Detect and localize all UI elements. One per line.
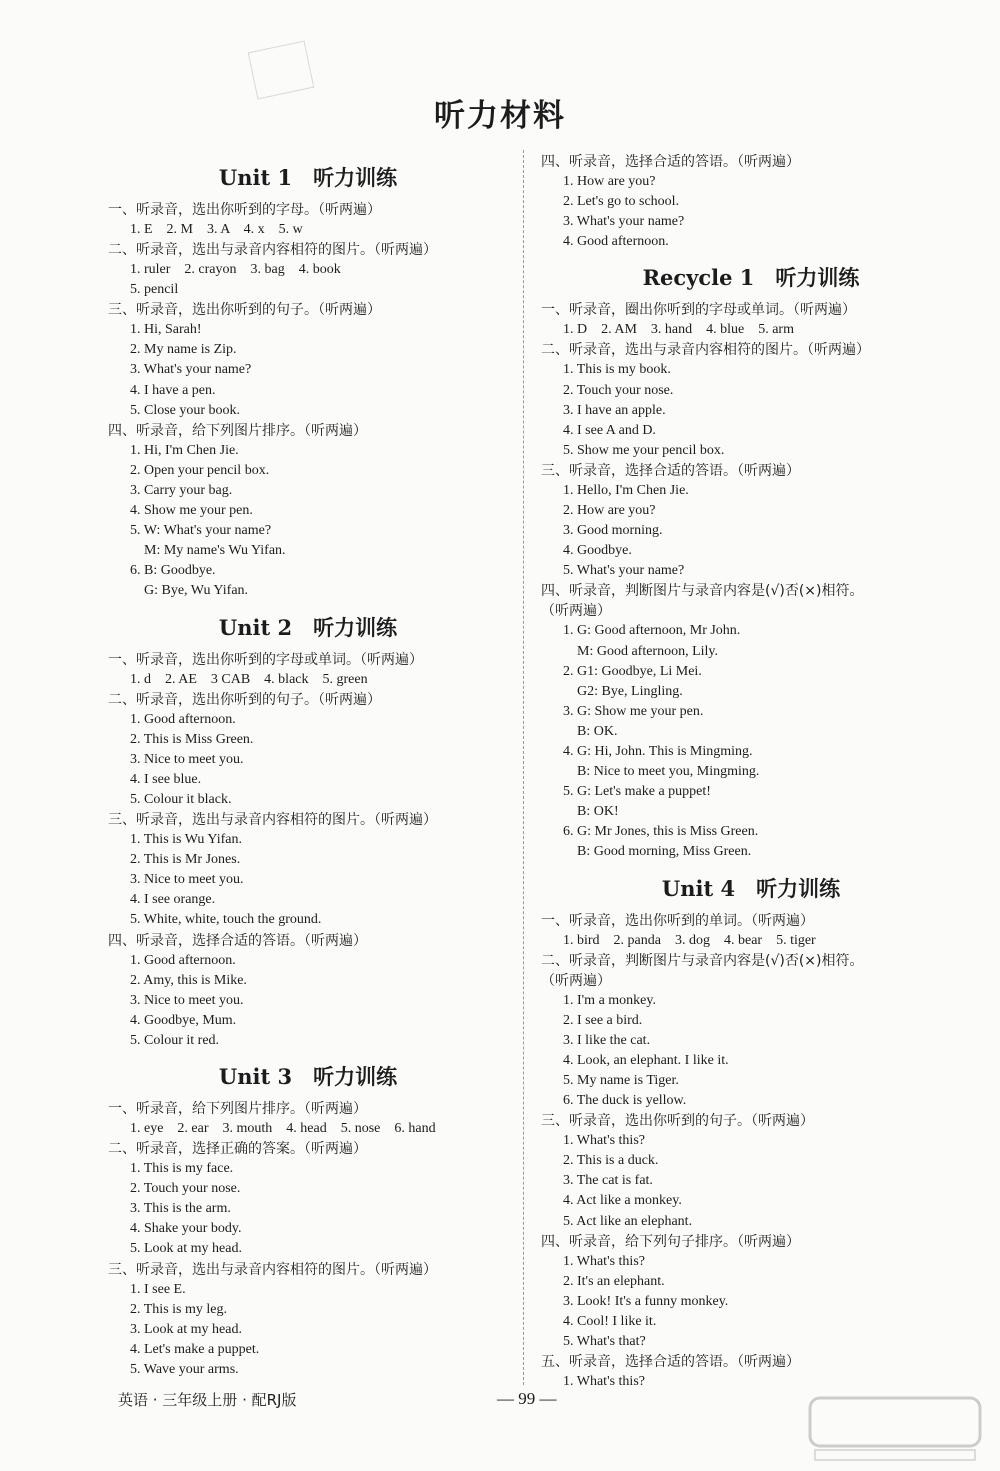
answer-line: 6. The duck is yellow. xyxy=(563,1093,687,1109)
answer-line: 3. This is the arm. xyxy=(130,1201,231,1217)
answer-line: 4. I see blue. xyxy=(130,771,202,787)
dialogue-line: M: Good afternoon, Lily. xyxy=(563,643,719,659)
section-instruction: 五、听录音，选择合适的答语。（听两遍） xyxy=(541,1354,800,1371)
answer-line: 5. G: Let's make a puppet! xyxy=(563,784,711,800)
section-instruction: 二、听录音，选出与录音内容相符的图片。（听两遍） xyxy=(108,242,437,259)
answer-line: 5. What's your name? xyxy=(563,563,685,579)
section-instruction: 四、听录音，给下列图片排序。（听两遍） xyxy=(108,422,367,439)
watermark-logo xyxy=(805,1390,985,1465)
section-instruction: 二、听录音，选出你听到的句子。（听两遍） xyxy=(108,691,381,708)
section-instruction: 一、听录音，圈出你听到的字母或单词。（听两遍） xyxy=(541,302,856,319)
section-instruction: 二、听录音，选出与录音内容相符的图片。（听两遍） xyxy=(541,342,870,359)
answer-line: 5. Look at my head. xyxy=(130,1241,242,1257)
unit-heading: Unit 2 听力训练 xyxy=(218,614,398,640)
answer-line: 2. G1: Goodbye, Li Mei. xyxy=(563,663,702,679)
answer-line: 3. Look! It's a funny monkey. xyxy=(563,1293,729,1309)
answer-line: 1. bird 2. panda 3. dog 4. bear 5. tiger xyxy=(563,932,816,948)
left-column xyxy=(108,152,508,1380)
answer-line: 5. Colour it black. xyxy=(130,791,232,807)
answer-line: 4. G: Hi, John. This is Mingming. xyxy=(563,743,753,759)
answer-line: 5. Close your book. xyxy=(130,402,241,418)
section-instruction: 二、听录音，判断图片与录音内容是(√)否(×)相符。 xyxy=(541,952,864,969)
page-number: — 99 — xyxy=(497,1389,557,1408)
answer-line: 2. Open your pencil box. xyxy=(130,462,270,478)
section-instruction: 四、听录音，给下列句子排序。（听两遍） xyxy=(541,1233,800,1250)
answer-line: 4. Let's make a puppet. xyxy=(130,1341,260,1357)
answer-line: 5. Wave your arms. xyxy=(130,1361,239,1377)
answer-line: 1. Hi, I'm Chen Jie. xyxy=(130,442,239,458)
answer-line: 4. I have a pen. xyxy=(130,382,216,398)
answer-line: 2. Let's go to school. xyxy=(563,194,680,210)
section-instruction: 二、听录音，选择正确的答案。（听两遍） xyxy=(108,1141,367,1158)
column-divider xyxy=(523,150,524,1385)
section-instruction: 四、听录音，选择合适的答语。（听两遍） xyxy=(541,154,800,170)
answer-line: 1. What's this? xyxy=(563,1374,645,1390)
answer-line: 1. Hello, I'm Chen Jie. xyxy=(563,482,689,498)
section-instruction: （听两遍） xyxy=(541,972,611,989)
answer-line: 5. Act like an elephant. xyxy=(563,1213,693,1229)
answer-line: 5. My name is Tiger. xyxy=(563,1073,679,1088)
answer-line: 6. B: Goodbye. xyxy=(130,563,216,579)
answer-line: 4. Cool! I like it. xyxy=(563,1313,657,1329)
answer-line: 1. I'm a monkey. xyxy=(563,992,656,1008)
answer-line: 3. What's your name? xyxy=(130,362,252,378)
dialogue-line: B: Good morning, Miss Green. xyxy=(563,844,752,860)
answer-line: 1. G: Good afternoon, Mr John. xyxy=(563,623,741,639)
answer-line: 3. Good morning. xyxy=(563,523,663,539)
answer-line: 2. I see a bird. xyxy=(563,1012,643,1028)
answer-line: 1. Good afternoon. xyxy=(130,952,236,968)
answer-line: 5. pencil xyxy=(130,282,179,298)
answer-line: 3. What's your name? xyxy=(563,214,685,230)
answer-line: 5. W: What's your name? xyxy=(130,523,272,539)
answer-line: 2. This is my leg. xyxy=(130,1301,227,1317)
answer-line: 4. Act like a monkey. xyxy=(563,1193,682,1209)
answer-line: 4. I see orange. xyxy=(130,892,216,908)
unit-heading: Unit 3 听力训练 xyxy=(218,1064,398,1089)
unit-heading: Unit 1 听力训练 xyxy=(218,165,398,190)
right-column xyxy=(541,152,961,1392)
answer-line: 5. Show me your pencil box. xyxy=(563,442,725,458)
answer-line: 5. White, white, touch the ground. xyxy=(130,912,322,928)
dialogue-line: B: OK! xyxy=(563,804,619,820)
answer-line: 1. D 2. AM 3. hand 4. blue 5. arm xyxy=(563,322,794,338)
section-instruction: 四、听录音，选择合适的答语。（听两遍） xyxy=(108,932,367,949)
answer-line: 3. Carry your bag. xyxy=(130,482,233,498)
dialogue-line: M: My name's Wu Yifan. xyxy=(130,543,286,559)
answer-line: 2. This is a duck. xyxy=(563,1153,659,1169)
section-instruction: 一、听录音，给下列图片排序。（听两遍） xyxy=(108,1101,367,1117)
answer-line: 1. eye 2. ear 3. mouth 4. head 5. nose 6. hand xyxy=(130,1121,436,1136)
dialogue-line: G2: Bye, Lingling. xyxy=(563,683,683,699)
answer-line: 2. It's an elephant. xyxy=(563,1273,665,1289)
section-instruction: 一、听录音，选出你听到的字母。（听两遍） xyxy=(108,202,381,218)
answer-line: 1. E 2. M 3. A 4. x 5. w xyxy=(130,222,303,237)
section-instruction: 三、听录音，选择合适的答语。（听两遍） xyxy=(541,462,800,479)
section-instruction: 四、听录音，判断图片与录音内容是(√)否(×)相符。 xyxy=(541,583,864,600)
answer-line: 4. I see A and D. xyxy=(563,422,656,438)
answer-line: 4. Good afternoon. xyxy=(563,234,669,250)
answer-line: 2. Touch your nose. xyxy=(130,1181,241,1197)
answer-line: 2. My name is Zip. xyxy=(130,342,237,358)
answer-line: 1. Good afternoon. xyxy=(130,711,236,727)
answer-line: 2. This is Miss Green. xyxy=(130,731,254,747)
answer-line: 4. Goodbye, Mum. xyxy=(130,1012,237,1028)
answer-line: 1. Hi, Sarah! xyxy=(130,322,202,338)
answer-line: 1. What's this? xyxy=(563,1253,645,1269)
answer-line: 5. Colour it red. xyxy=(130,1032,220,1048)
page-title: 听力材料 xyxy=(434,98,566,134)
section-instruction: 三、听录音，选出你听到的句子。（听两遍） xyxy=(541,1113,814,1130)
answer-line: 1. ruler 2. crayon 3. bag 4. book xyxy=(130,262,341,278)
dialogue-line: B: OK. xyxy=(563,723,618,739)
dialogue-line: G: Bye, Wu Yifan. xyxy=(130,583,249,599)
answer-line: 4. Goodbye. xyxy=(563,543,632,559)
answer-line: 6. G: Mr Jones, this is Miss Green. xyxy=(563,824,759,840)
section-instruction: 一、听录音，选出你听到的单词。（听两遍） xyxy=(541,912,814,929)
answer-line: 3. Nice to meet you. xyxy=(130,872,244,888)
answer-line: 3. Look at my head. xyxy=(130,1321,242,1337)
section-instruction: 三、听录音，选出与录音内容相符的图片。（听两遍） xyxy=(108,1261,437,1278)
section-instruction: 一、听录音，选出你听到的字母或单词。（听两遍） xyxy=(108,651,423,668)
unit-heading: Recycle 1 听力训练 xyxy=(642,265,860,291)
answer-line: 4. Show me your pen. xyxy=(130,503,253,519)
section-instruction: 三、听录音，选出你听到的句子。（听两遍） xyxy=(108,302,381,319)
answer-line: 1. d 2. AE 3 CAB 4. black 5. green xyxy=(130,671,368,687)
answer-line: 3. Nice to meet you. xyxy=(130,992,244,1008)
answer-line: 4. Look, an elephant. I like it. xyxy=(563,1052,729,1068)
answer-line: 2. Amy, this is Mike. xyxy=(130,972,247,988)
dialogue-line: B: Nice to meet you, Mingming. xyxy=(563,764,760,780)
answer-line: 3. G: Show me your pen. xyxy=(563,703,704,719)
answer-line: 4. Shake your body. xyxy=(130,1221,242,1237)
answer-line: 2. How are you? xyxy=(563,503,656,519)
section-instruction: 三、听录音，选出与录音内容相符的图片。（听两遍） xyxy=(108,812,437,829)
answer-line: 2. This is Mr Jones. xyxy=(130,852,241,868)
answer-line: 1. This is Wu Yifan. xyxy=(130,832,242,848)
answer-line: 3. I have an apple. xyxy=(563,402,666,418)
answer-line: 1. This is my face. xyxy=(130,1161,234,1177)
unit-heading: Unit 4 听力训练 xyxy=(661,875,841,901)
answer-line: 2. Touch your nose. xyxy=(563,382,674,398)
answer-line: 3. The cat is fat. xyxy=(563,1173,653,1189)
footer-book-info: 英语 · 三年级上册 · 配RJ版 xyxy=(118,1391,297,1409)
answer-line: 1. This is my book. xyxy=(563,362,671,378)
answer-line: 3. Nice to meet you. xyxy=(130,751,244,767)
answer-line: 1. How are you? xyxy=(563,174,656,189)
section-instruction: （听两遍） xyxy=(541,603,611,620)
answer-line: 1. What's this? xyxy=(563,1133,645,1149)
answer-line: 1. I see E. xyxy=(130,1281,186,1297)
answer-line: 3. I like the cat. xyxy=(563,1032,651,1048)
answer-line: 5. What's that? xyxy=(563,1334,646,1350)
